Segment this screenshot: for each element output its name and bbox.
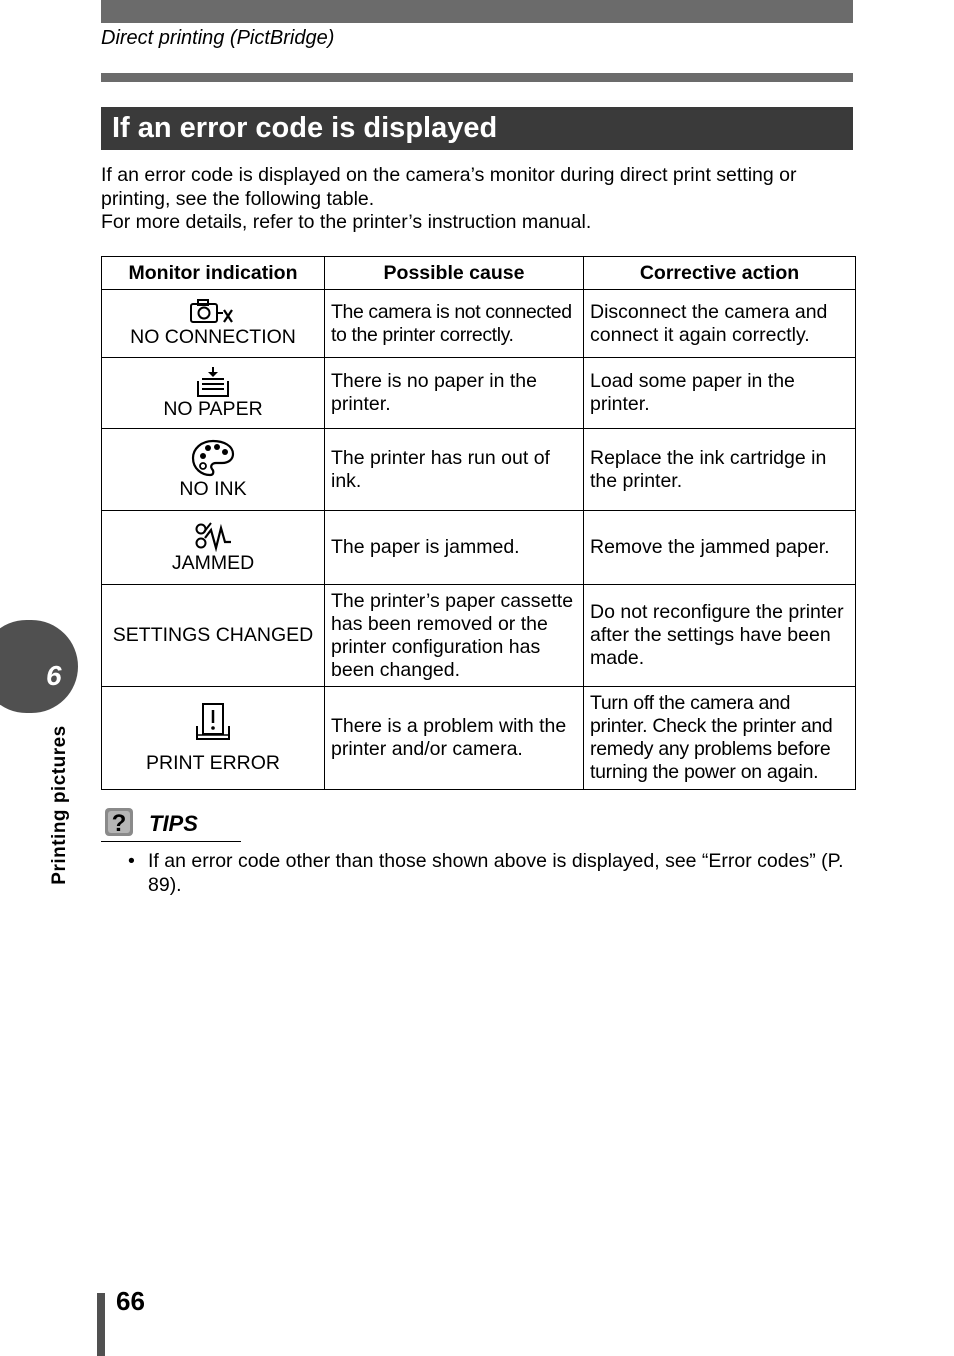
printer-error-icon <box>193 702 233 742</box>
tips-list <box>128 850 858 897</box>
ink-palette-icon <box>189 438 237 478</box>
header-bar <box>101 0 853 23</box>
col-header-cause: Possible cause <box>325 257 584 290</box>
indication-label: SETTINGS CHANGED <box>112 624 314 646</box>
action-cell: Replace the ink cartridge in the printer. <box>584 429 856 511</box>
table-row <box>102 358 856 429</box>
header-rule <box>101 73 853 82</box>
action-cell: Turn off the camera and printer. Check the printer and remedy any problems before turning the power on again. <box>584 687 856 790</box>
table-row <box>102 290 856 358</box>
indication-label: NO CONNECTION <box>130 326 296 348</box>
cause-cell: The camera is not connected to the printer correctly. <box>325 290 584 358</box>
table-row <box>102 429 856 511</box>
table-row <box>102 511 856 585</box>
indication-label: JAMMED <box>171 552 255 574</box>
chapter-tab <box>0 620 78 713</box>
action-cell: Remove the jammed paper. <box>584 511 856 585</box>
svg-text:?: ? <box>111 810 127 837</box>
col-header-monitor: Monitor indication <box>102 257 325 290</box>
intro-paragraph-1: If an error code is displayed on the camera’s monitor during direct print setting or printing, see the following table. <box>101 164 797 210</box>
table-header-row <box>102 257 856 290</box>
tips-heading <box>101 805 241 842</box>
monitor-cell <box>102 511 325 585</box>
monitor-cell <box>102 358 325 429</box>
section-title: If an error code is displayed <box>101 107 853 150</box>
paper-jam-icon <box>191 520 235 552</box>
action-cell: Load some paper in the printer. <box>584 358 856 429</box>
indication-label: NO PAPER <box>163 397 263 420</box>
indication-label: PRINT ERROR <box>146 751 280 774</box>
monitor-cell <box>102 290 325 358</box>
table-row <box>102 687 856 790</box>
monitor-cell <box>102 585 325 687</box>
page-number-bar <box>97 1293 105 1356</box>
cause-cell: The paper is jammed. <box>325 511 584 585</box>
action-cell: Do not reconfigure the printer after the settings have been made. <box>584 585 856 687</box>
running-head: Direct printing (PictBridge) <box>101 27 335 49</box>
action-cell: Disconnect the camera and connect it again correctly. <box>584 290 856 358</box>
monitor-cell <box>102 687 325 790</box>
question-mark-icon <box>104 807 134 837</box>
camera-disconnected-icon <box>189 298 237 326</box>
cause-cell: The printer’s paper cassette has been removed or the printer configuration has been changed. <box>325 585 584 687</box>
table-row <box>102 585 856 687</box>
intro-paragraph-2: For more details, refer to the printer’s instruction manual. <box>101 211 592 233</box>
chapter-label: Printing pictures <box>49 725 70 885</box>
monitor-cell <box>102 429 325 511</box>
paper-tray-icon <box>193 366 233 398</box>
error-code-table <box>101 256 856 790</box>
intro-text <box>101 164 861 235</box>
indication-label: NO INK <box>179 478 247 500</box>
page-number: 66 <box>116 1286 145 1316</box>
cause-cell: There is no paper in the printer. <box>325 358 584 429</box>
col-header-action: Corrective action <box>584 257 856 290</box>
chapter-number: 6 <box>46 660 62 691</box>
tips-label: TIPS <box>149 811 198 836</box>
cause-cell: The printer has run out of ink. <box>325 429 584 511</box>
cause-cell: There is a problem with the printer and/or camera. <box>325 687 584 790</box>
list-item: • If an error code other than those shown above is displayed, see “Error codes” (P. 89). <box>128 850 858 897</box>
